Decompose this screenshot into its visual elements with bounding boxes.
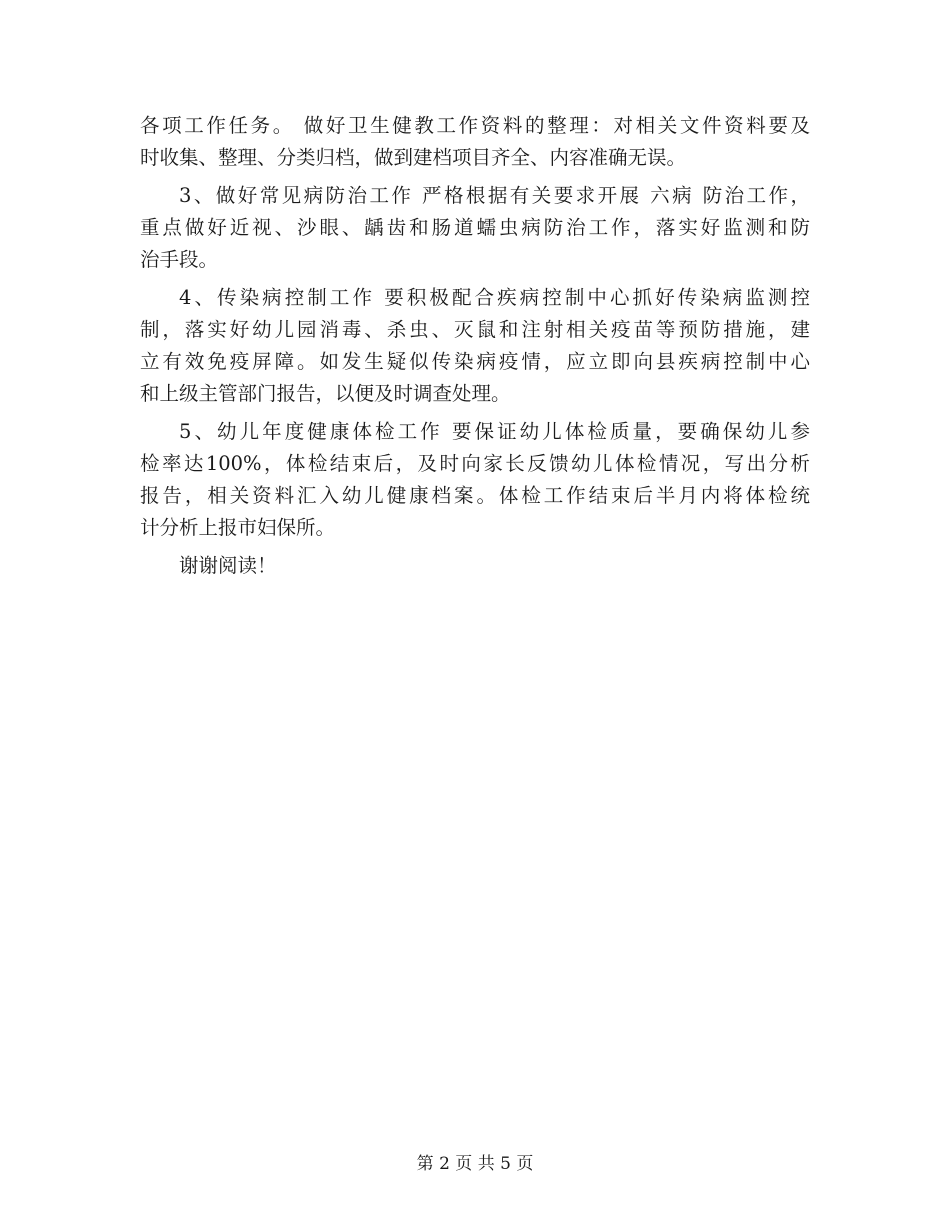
text-line: 5、幼儿年度健康体检工作 要保证幼儿体检质量，要确保幼儿参 (179, 420, 810, 443)
paragraph (140, 110, 810, 174)
text-line: 重点做好近视、沙眼、龋齿和肠道蠕虫病防治工作，落实好监测和防 (140, 216, 810, 239)
text-line: 检率达100%，体检结束后，及时向家长反馈幼儿体检情况，写出分析 (140, 452, 810, 475)
text-line: 和上级主管部门报告，以便及时调查处理。 (140, 382, 511, 405)
paragraph (140, 180, 810, 276)
text-line: 4、传染病控制工作 要积极配合疾病控制中心抓好传染病监测控 (179, 286, 810, 309)
text-line: 立有效免疫屏障。如发生疑似传染病疫情，应立即向县疾病控制中心 (140, 350, 810, 373)
paragraph (140, 416, 810, 544)
paragraph (140, 550, 810, 582)
text-line: 3、做好常见病防治工作 严格根据有关要求开展 六病 防治工作， (179, 184, 810, 207)
text-line: 报告，相关资料汇入幼儿健康档案。体检工作结束后半月内将体检统 (140, 484, 810, 507)
paragraph (140, 282, 810, 410)
text-line: 制，落实好幼儿园消毒、杀虫、灭鼠和注射相关疫苗等预防措施，建 (140, 318, 810, 341)
page-number-footer: 第 2 页 共 5 页 (416, 1154, 534, 1174)
text-line: 各项工作任务。 做好卫生健教工作资料的整理：对相关文件资料要及 (140, 114, 810, 137)
text-line: 时收集、整理、分类归档，做到建档项目齐全、内容准确无误。 (140, 146, 687, 169)
text-line: 治手段。 (140, 248, 219, 271)
closing-text: 谢谢阅读！ (179, 554, 277, 577)
document-body (140, 110, 810, 582)
text-line: 计分析上报市妇保所。 (140, 516, 336, 539)
